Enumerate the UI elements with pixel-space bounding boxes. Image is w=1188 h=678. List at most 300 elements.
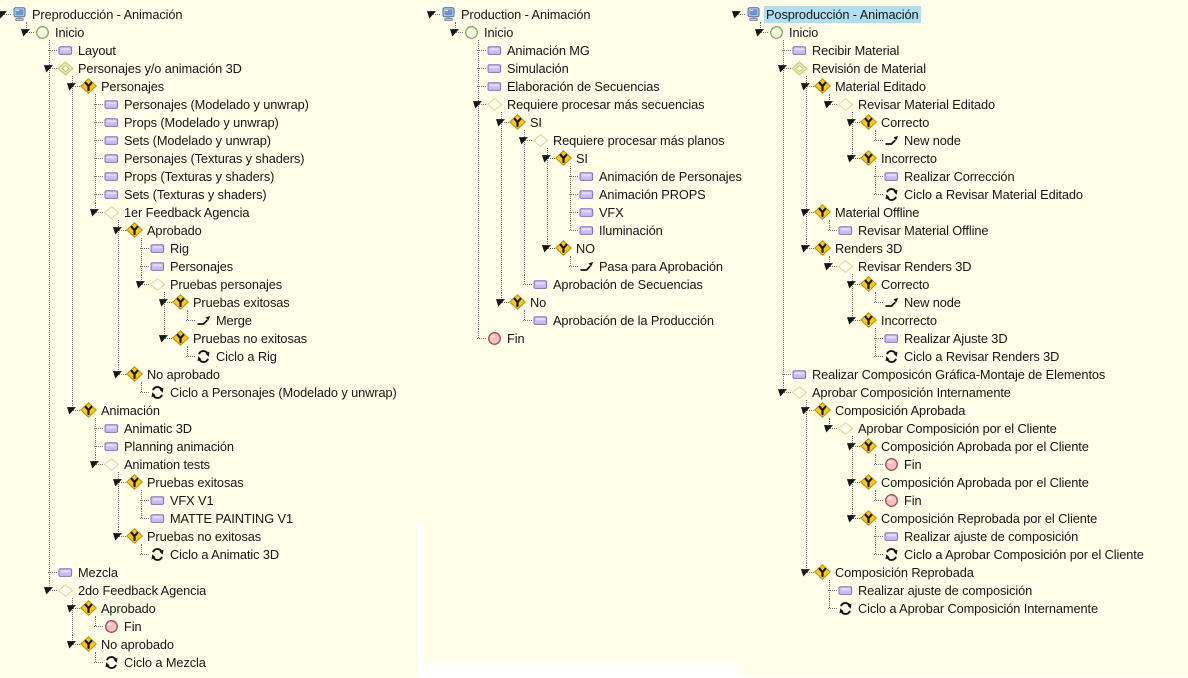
expander-icon[interactable] (21, 23, 34, 41)
tree-node-row[interactable] (519, 311, 744, 329)
expander-icon[interactable] (113, 527, 126, 545)
collapse-triangle-icon[interactable] (801, 82, 810, 91)
tree-node (801, 401, 1146, 563)
tree-node-row[interactable] (90, 149, 399, 167)
cycle-icon (149, 384, 166, 401)
tree-node (870, 347, 1146, 365)
node-label: Animation tests (124, 456, 210, 472)
decision-icon (103, 204, 120, 221)
tree-node-row[interactable] (824, 257, 1146, 275)
task-icon (532, 276, 549, 293)
tree-node-row[interactable] (182, 311, 399, 329)
tree-node-row[interactable] (778, 365, 1146, 383)
tree-node (90, 113, 399, 131)
tree-node-row[interactable] (427, 5, 744, 23)
collapse-triangle-icon[interactable] (113, 226, 122, 235)
collapse-triangle-icon[interactable] (427, 10, 436, 19)
connector-stub (90, 131, 103, 149)
tree-node (801, 563, 1146, 617)
collapse-triangle-icon[interactable] (67, 82, 76, 91)
tree-node-row[interactable] (732, 5, 1146, 23)
expander-icon[interactable] (159, 293, 172, 311)
collapse-triangle-icon[interactable] (496, 298, 505, 307)
node-label: Aprobado (147, 222, 202, 238)
tree-node (870, 455, 1146, 473)
end-icon (883, 456, 900, 473)
tree-node-row[interactable] (565, 257, 744, 275)
expander-icon[interactable] (44, 59, 57, 77)
collapse-triangle-icon[interactable] (847, 514, 856, 523)
tree-node-row[interactable] (136, 257, 399, 275)
process-icon (440, 6, 457, 23)
collapse-triangle-icon[interactable] (542, 154, 551, 163)
branch-icon (814, 240, 831, 257)
tree-node-row[interactable] (136, 491, 399, 509)
tree-node (801, 239, 1146, 365)
tree-node-row[interactable] (870, 455, 1146, 473)
connector-stub (90, 167, 103, 185)
branch-icon (814, 564, 831, 581)
tree-node-row[interactable] (136, 275, 399, 293)
tree-node-row[interactable] (113, 221, 399, 239)
tree-node-row[interactable] (847, 275, 1146, 293)
collapse-triangle-icon[interactable] (113, 370, 122, 379)
node-label: Revisar Renders 3D (858, 258, 972, 274)
expander-icon[interactable] (824, 257, 837, 275)
tree-node-row[interactable] (90, 167, 399, 185)
tree-node-row[interactable] (824, 581, 1146, 599)
tree-node (870, 527, 1146, 545)
expander-icon[interactable] (847, 473, 860, 491)
node-label: Composición Aprobada por el Cliente (881, 474, 1089, 490)
tree-node (565, 167, 744, 185)
tree-node-row[interactable] (44, 59, 399, 77)
collapse-triangle-icon[interactable] (473, 100, 482, 109)
tree-node-row[interactable] (778, 383, 1146, 401)
collapse-triangle-icon[interactable] (44, 586, 53, 595)
tree-node-row[interactable] (778, 59, 1146, 77)
expander-icon[interactable] (496, 293, 509, 311)
expander-icon[interactable] (847, 311, 860, 329)
decision-ring-icon (791, 60, 808, 77)
task-icon (486, 60, 503, 77)
tree-node (67, 77, 399, 401)
collapse-triangle-icon[interactable] (801, 406, 810, 415)
tree-node-row[interactable] (113, 473, 399, 491)
tree-node (90, 95, 399, 113)
tree-node (824, 221, 1146, 239)
tree-node-row[interactable] (473, 95, 744, 113)
branch-icon (555, 150, 572, 167)
node-label: Correcto (881, 114, 930, 130)
expander-icon[interactable] (67, 635, 80, 653)
expander-icon[interactable] (427, 5, 440, 23)
tree-node-row[interactable] (870, 329, 1146, 347)
expander-icon[interactable] (778, 59, 791, 77)
expander-icon[interactable] (801, 203, 814, 221)
node-label: Composición Reprobada por el Cliente (881, 510, 1098, 526)
collapse-triangle-icon[interactable] (113, 478, 122, 487)
tree-node-row[interactable] (496, 113, 744, 131)
tree-node-row[interactable] (870, 347, 1146, 365)
tree-node-row[interactable] (90, 185, 399, 203)
collapse-triangle-icon[interactable] (824, 424, 833, 433)
collapse-triangle-icon[interactable] (847, 280, 856, 289)
tree-node-row[interactable] (542, 239, 744, 257)
collapse-triangle-icon[interactable] (801, 568, 810, 577)
tree-node-row[interactable] (90, 95, 399, 113)
collapse-triangle-icon[interactable] (801, 244, 810, 253)
tree-node (542, 149, 744, 239)
expander-icon[interactable] (113, 473, 126, 491)
connector-stub (136, 383, 149, 401)
tree-node-row[interactable] (870, 167, 1146, 185)
collapse-triangle-icon[interactable] (90, 208, 99, 217)
expander-icon[interactable] (847, 149, 860, 167)
tree-node-row[interactable] (519, 275, 744, 293)
tree-node-row[interactable] (847, 473, 1146, 491)
tree-node-row[interactable] (755, 23, 1146, 41)
connector-stub (473, 77, 486, 95)
tree-node-row[interactable] (870, 545, 1146, 563)
expander-icon[interactable] (801, 77, 814, 95)
node-label: Ciclo a Aprobar Composición Internamente (858, 600, 1098, 616)
node-label: Composición Aprobada por el Cliente (881, 438, 1089, 454)
expander-icon[interactable] (824, 95, 837, 113)
tree-node-row[interactable] (473, 329, 744, 347)
merge-icon (883, 132, 900, 149)
branch-icon (80, 600, 97, 617)
tree-node (870, 491, 1146, 509)
expander-icon[interactable] (113, 221, 126, 239)
tree-node-row[interactable] (159, 293, 399, 311)
node-label: Incorrecto (881, 312, 937, 328)
expander-icon[interactable] (801, 401, 814, 419)
node-label: Revisar Material Editado (858, 96, 996, 112)
tree-node-row[interactable] (565, 221, 744, 239)
tree-node-row[interactable] (565, 167, 744, 185)
tree-node (847, 473, 1146, 509)
node-label: Planning animación (124, 438, 234, 454)
decision-icon (103, 456, 120, 473)
tree-node-row[interactable] (496, 293, 744, 311)
tree-node-row[interactable] (90, 617, 399, 635)
collapse-triangle-icon[interactable] (778, 388, 787, 397)
collapse-triangle-icon[interactable] (44, 64, 53, 73)
collapse-triangle-icon[interactable] (67, 406, 76, 415)
tree-produccion (427, 5, 744, 347)
collapse-triangle-icon[interactable] (847, 118, 856, 127)
tree-node (90, 185, 399, 203)
tree-node-row[interactable] (450, 23, 744, 41)
tree-node (90, 455, 399, 563)
expander-icon[interactable] (824, 419, 837, 437)
collapse-triangle-icon[interactable] (542, 244, 551, 253)
node-label: Fin (904, 492, 922, 508)
tree-node-row[interactable] (870, 185, 1146, 203)
tree-node (870, 293, 1146, 311)
node-label: Mezcla (78, 564, 118, 580)
tree-node-row[interactable] (801, 239, 1146, 257)
task-icon (103, 186, 120, 203)
collapse-triangle-icon[interactable] (67, 640, 76, 649)
collapse-triangle-icon[interactable] (519, 136, 528, 145)
tree-node-row[interactable] (473, 41, 744, 59)
tree-node-row[interactable] (847, 509, 1146, 527)
tree-node (182, 311, 399, 329)
tree-node-row[interactable] (473, 77, 744, 95)
branch-icon (172, 330, 189, 347)
tree-node (21, 23, 399, 671)
node-label: Props (Texturas y shaders) (124, 168, 275, 184)
tree-node-row[interactable] (136, 239, 399, 257)
node-label: No aprobado (147, 366, 220, 382)
tree-node-row[interactable] (44, 563, 399, 581)
tree-node (542, 239, 744, 275)
collapse-triangle-icon[interactable] (847, 316, 856, 325)
node-label: No aprobado (101, 636, 174, 652)
tree-node-row[interactable] (182, 347, 399, 365)
tree-node-row[interactable] (159, 329, 399, 347)
tree-node-row[interactable] (824, 95, 1146, 113)
tree-node (519, 311, 744, 329)
collapse-triangle-icon[interactable] (496, 118, 505, 127)
expander-icon[interactable] (67, 401, 80, 419)
tree-node (159, 329, 399, 365)
collapse-triangle-icon[interactable] (0, 10, 7, 19)
collapse-triangle-icon[interactable] (67, 604, 76, 613)
tree-node-row[interactable] (870, 491, 1146, 509)
collapse-triangle-icon[interactable] (778, 64, 787, 73)
merge-icon (195, 312, 212, 329)
expander-icon[interactable] (44, 581, 57, 599)
expander-icon[interactable] (496, 113, 509, 131)
tree-node (473, 329, 744, 347)
tree-node-row[interactable] (113, 527, 399, 545)
tree-node (824, 257, 1146, 365)
tree-node-row[interactable] (847, 311, 1146, 329)
tree-node-row[interactable] (847, 149, 1146, 167)
tree-node-row[interactable] (44, 41, 399, 59)
expander-icon[interactable] (67, 599, 80, 617)
tree-node (113, 473, 399, 527)
merge-icon (883, 294, 900, 311)
tree-node-row[interactable] (801, 401, 1146, 419)
tree-node-row[interactable] (824, 599, 1146, 617)
tree-node-row[interactable] (824, 221, 1146, 239)
expander-icon[interactable] (847, 113, 860, 131)
expander-icon[interactable] (732, 5, 745, 23)
tree-node (519, 131, 744, 275)
task-icon (791, 366, 808, 383)
node-label: Animación MG (507, 42, 590, 58)
tree-node (473, 77, 744, 95)
tree-node (755, 23, 1146, 617)
tree-node (870, 131, 1146, 149)
connector-stub (182, 311, 195, 329)
tree-node (732, 5, 1146, 617)
node-label: Pruebas no exitosas (193, 330, 308, 346)
task-icon (791, 42, 808, 59)
tree-node (824, 95, 1146, 203)
expander-icon[interactable] (801, 563, 814, 581)
tree-node (473, 95, 744, 329)
collapse-triangle-icon[interactable] (136, 280, 145, 289)
connector-stub (136, 509, 149, 527)
tree-node-row[interactable] (801, 203, 1146, 221)
process-icon (745, 6, 762, 23)
tree-node-row[interactable] (90, 653, 399, 671)
collapse-triangle-icon[interactable] (824, 100, 833, 109)
connector-stub (473, 59, 486, 77)
tree-node-row[interactable] (801, 563, 1146, 581)
expander-icon[interactable] (0, 5, 11, 23)
tree-node-row[interactable] (565, 203, 744, 221)
connector-stub (90, 437, 103, 455)
tree-node-row[interactable] (21, 23, 399, 41)
connector-stub (90, 419, 103, 437)
tree-node-row[interactable] (519, 131, 744, 149)
expander-icon[interactable] (136, 275, 149, 293)
end-icon (486, 330, 503, 347)
collapse-triangle-icon[interactable] (847, 442, 856, 451)
expander-icon[interactable] (67, 77, 80, 95)
tree-node (847, 437, 1146, 473)
expander-icon[interactable] (801, 239, 814, 257)
node-label: Pruebas exitosas (147, 474, 244, 490)
tree-node (847, 113, 1146, 149)
tree-node-row[interactable] (67, 635, 399, 653)
node-label: SI (576, 150, 588, 166)
tree-node-row[interactable] (870, 131, 1146, 149)
tree-node-row[interactable] (90, 131, 399, 149)
branch-icon (814, 204, 831, 221)
collapse-triangle-icon[interactable] (847, 478, 856, 487)
end-icon (103, 618, 120, 635)
collapse-triangle-icon[interactable] (159, 298, 168, 307)
tree-node-row[interactable] (90, 113, 399, 131)
collapse-triangle-icon[interactable] (755, 28, 764, 37)
tree-node-row[interactable] (90, 455, 399, 473)
expander-icon[interactable] (113, 365, 126, 383)
task-icon (578, 168, 595, 185)
connector-stub (870, 185, 883, 203)
node-label: Aprobación de Secuencias (553, 276, 703, 292)
branch-icon (80, 636, 97, 653)
expander-icon[interactable] (90, 203, 103, 221)
tree-node-row[interactable] (136, 383, 399, 401)
collapse-triangle-icon[interactable] (801, 208, 810, 217)
tree-node-row[interactable] (67, 599, 399, 617)
branch-icon (80, 402, 97, 419)
node-label: Layout (78, 42, 116, 58)
node-label: Realizar Composicón Gráfica-Montaje de Elementos (812, 366, 1106, 382)
collapse-triangle-icon[interactable] (21, 28, 30, 37)
tree-node-row[interactable] (67, 401, 399, 419)
task-icon (578, 204, 595, 221)
tree-node-row[interactable] (778, 41, 1146, 59)
tree-node-row[interactable] (90, 437, 399, 455)
branch-icon (860, 114, 877, 131)
tree-node (90, 149, 399, 167)
tree-node-row[interactable] (542, 149, 744, 167)
expander-icon[interactable] (755, 23, 768, 41)
collapse-triangle-icon[interactable] (113, 532, 122, 541)
expander-icon[interactable] (778, 383, 791, 401)
expander-icon[interactable] (847, 275, 860, 293)
connector-stub (90, 113, 103, 131)
node-label: Aprobación de la Producción (553, 312, 714, 328)
cycle-icon (837, 600, 854, 617)
node-label: Realizar ajuste de composición (858, 582, 1033, 598)
tree-node-row[interactable] (801, 77, 1146, 95)
tree-node (870, 167, 1146, 185)
expander-icon[interactable] (542, 239, 555, 257)
node-label: Material Offline (835, 204, 920, 220)
tree-node (496, 113, 744, 293)
expander-icon[interactable] (519, 131, 532, 149)
connector-stub (870, 329, 883, 347)
expander-icon[interactable] (90, 455, 103, 473)
tree-node-row[interactable] (824, 419, 1146, 437)
connector-stub (90, 653, 103, 671)
collapse-triangle-icon[interactable] (90, 460, 99, 469)
tree-node-row[interactable] (0, 5, 399, 23)
task-icon (149, 492, 166, 509)
node-label: Incorrecto (881, 150, 937, 166)
collapse-triangle-icon[interactable] (847, 154, 856, 163)
tree-node (565, 257, 744, 275)
collapse-triangle-icon[interactable] (824, 262, 833, 271)
cycle-icon (883, 186, 900, 203)
tree-node-row[interactable] (847, 437, 1146, 455)
collapse-triangle-icon[interactable] (732, 10, 741, 19)
tree-node-row[interactable] (473, 59, 744, 77)
collapse-triangle-icon[interactable] (159, 334, 168, 343)
expander-icon[interactable] (159, 329, 172, 347)
collapse-triangle-icon[interactable] (450, 28, 459, 37)
node-label: Aprobar Composición Internamente (812, 384, 1011, 400)
merge-icon (578, 258, 595, 275)
tree-node-row[interactable] (870, 293, 1146, 311)
expander-icon[interactable] (450, 23, 463, 41)
tree-node-row[interactable] (136, 509, 399, 527)
process-icon (11, 6, 28, 23)
tree-node-row[interactable] (113, 365, 399, 383)
tree-node-row[interactable] (870, 527, 1146, 545)
tree-node-row[interactable] (90, 203, 399, 221)
tree-node (847, 149, 1146, 203)
task-icon (103, 96, 120, 113)
tree-posproduccion (732, 5, 1146, 617)
expander-icon[interactable] (542, 149, 555, 167)
tree-node-row[interactable] (136, 545, 399, 563)
tree-node-row[interactable] (67, 77, 399, 95)
node-label: Preproducción - Animación (32, 6, 183, 22)
tree-node (90, 419, 399, 437)
node-label: Correcto (881, 276, 930, 292)
node-label: VFX V1 (170, 492, 214, 508)
tree-node-row[interactable] (847, 113, 1146, 131)
tree-node-row[interactable] (565, 185, 744, 203)
tree-node-row[interactable] (44, 581, 399, 599)
branch-icon (509, 294, 526, 311)
node-label: Fin (904, 456, 922, 472)
expander-icon[interactable] (847, 437, 860, 455)
expander-icon[interactable] (473, 95, 486, 113)
expander-icon[interactable] (847, 509, 860, 527)
tree-node-row[interactable] (90, 419, 399, 437)
